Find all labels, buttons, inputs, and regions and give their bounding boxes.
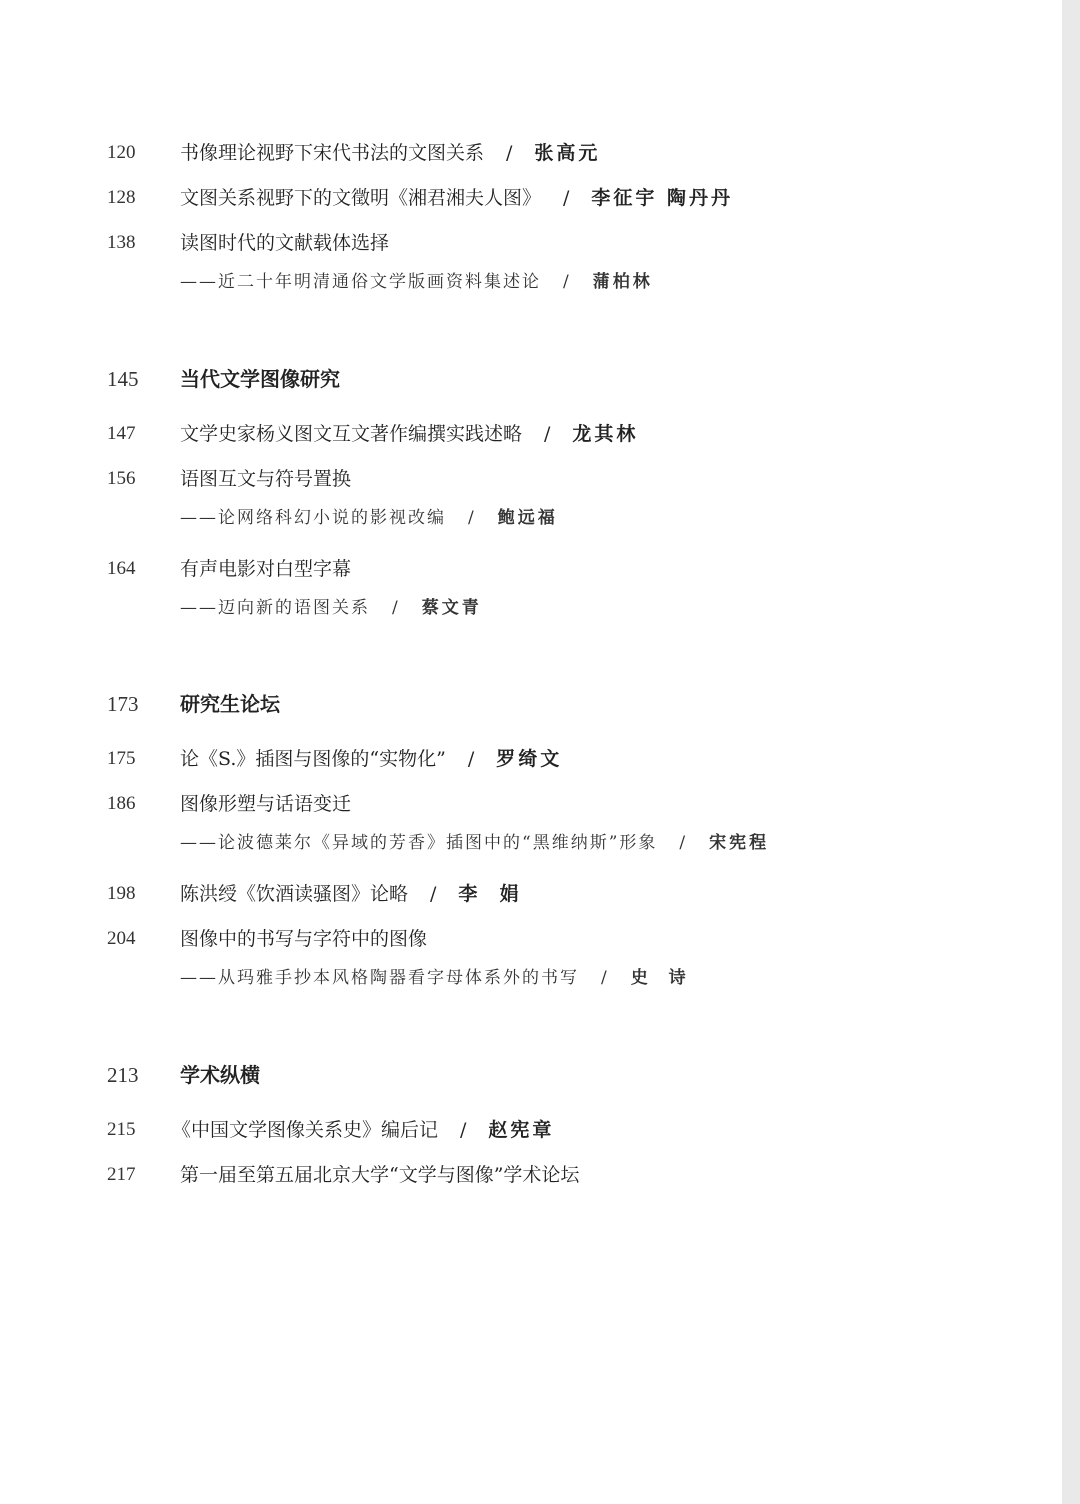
page-number: 120	[107, 142, 136, 163]
separator: /	[468, 508, 476, 528]
entry-title: 图像形塑与话语变迁	[180, 793, 352, 815]
section-title: 研究生论坛	[180, 692, 280, 716]
toc-entry	[172, 1118, 554, 1142]
separator: /	[563, 272, 571, 292]
entry-subtitle: ——迈向新的语图关系	[180, 598, 370, 618]
entry-author: 龙其林	[572, 423, 639, 445]
entry-author: 罗绮文	[496, 748, 563, 770]
separator: /	[467, 748, 475, 770]
section-page-number: 145	[107, 367, 139, 391]
toc-entry	[180, 747, 562, 771]
separator: /	[430, 883, 437, 905]
entry-title: 书像理论视野下宋代书法的文图关系	[180, 142, 485, 164]
entry-author: 李 娟	[458, 883, 522, 905]
page-number: 147	[107, 423, 136, 444]
toc-entry-subline	[180, 506, 558, 530]
separator: /	[392, 598, 400, 618]
page-number: 215	[107, 1119, 136, 1140]
separator: /	[563, 187, 570, 209]
entry-author: 蒲柏林	[592, 272, 653, 292]
section-title: 学术纵横	[180, 1063, 260, 1087]
page-number: 186	[107, 793, 136, 814]
page-number: 128	[107, 187, 136, 208]
page-number: 204	[107, 928, 136, 949]
page-number: 217	[107, 1164, 136, 1185]
section-page-number: 213	[107, 1063, 139, 1087]
section-title: 当代文学图像研究	[180, 367, 340, 391]
toc-entry	[180, 422, 638, 446]
page-number: 156	[107, 468, 136, 489]
entry-title: 论《S.》插图与图像的“实物化”	[180, 748, 446, 770]
entry-author: 鲍远福	[497, 508, 558, 528]
entry-title: 图像中的书写与字符中的图像	[180, 928, 428, 950]
entry-title: 读图时代的文献载体选择	[180, 232, 390, 254]
section-page-number: 173	[107, 692, 139, 716]
toc-entry-subline	[180, 270, 653, 294]
entry-title: 文学史家杨义图文互文著作编撰实践述略	[180, 423, 523, 445]
entry-title: 第一届至第五届北京大学“文学与图像”学术论坛	[180, 1164, 580, 1186]
page-number: 198	[107, 883, 136, 904]
separator: /	[544, 423, 551, 445]
toc-entry-subline	[180, 831, 769, 855]
entry-author: 蔡文青	[421, 598, 482, 618]
entry-author: 赵宪章	[488, 1119, 555, 1141]
entry-title: 有声电影对白型字幕	[180, 558, 352, 580]
separator: /	[506, 142, 513, 164]
entry-title: 语图互文与符号置换	[180, 468, 352, 490]
separator: /	[601, 968, 609, 988]
entry-author: 史 诗	[630, 968, 689, 988]
entry-subtitle: ——近二十年明清通俗文学版画资料集述论	[180, 272, 541, 292]
separator: /	[460, 1119, 467, 1141]
entry-subtitle: ——从玛雅手抄本风格陶器看字母体系外的书写	[180, 968, 579, 988]
entry-title: 陈洪绶《饮酒读骚图》论略	[180, 883, 409, 905]
toc-entry	[180, 186, 733, 210]
toc-entry-subline	[180, 596, 482, 620]
entry-author: 宋宪程	[709, 833, 770, 853]
page-number: 164	[107, 558, 136, 579]
toc-entry	[180, 882, 522, 906]
entry-title: 《中国文学图像关系史》编后记	[172, 1119, 439, 1141]
toc-entry-subline	[180, 966, 689, 990]
entry-title: 文图关系视野下的文徵明《湘君湘夫人图》	[180, 187, 542, 209]
separator: /	[679, 833, 688, 853]
entry-author: 张高元	[534, 142, 601, 164]
page-number: 175	[107, 748, 136, 769]
page-edge-shadow	[1062, 0, 1080, 1504]
entry-author: 李征宇 陶丹丹	[591, 187, 734, 209]
entry-subtitle: ——论波德莱尔《异域的芳香》插图中的“黑维纳斯”形象	[180, 833, 658, 853]
entry-subtitle: ——论网络科幻小说的影视改编	[180, 508, 446, 528]
toc-entry	[180, 141, 600, 165]
page-number: 138	[107, 232, 136, 253]
